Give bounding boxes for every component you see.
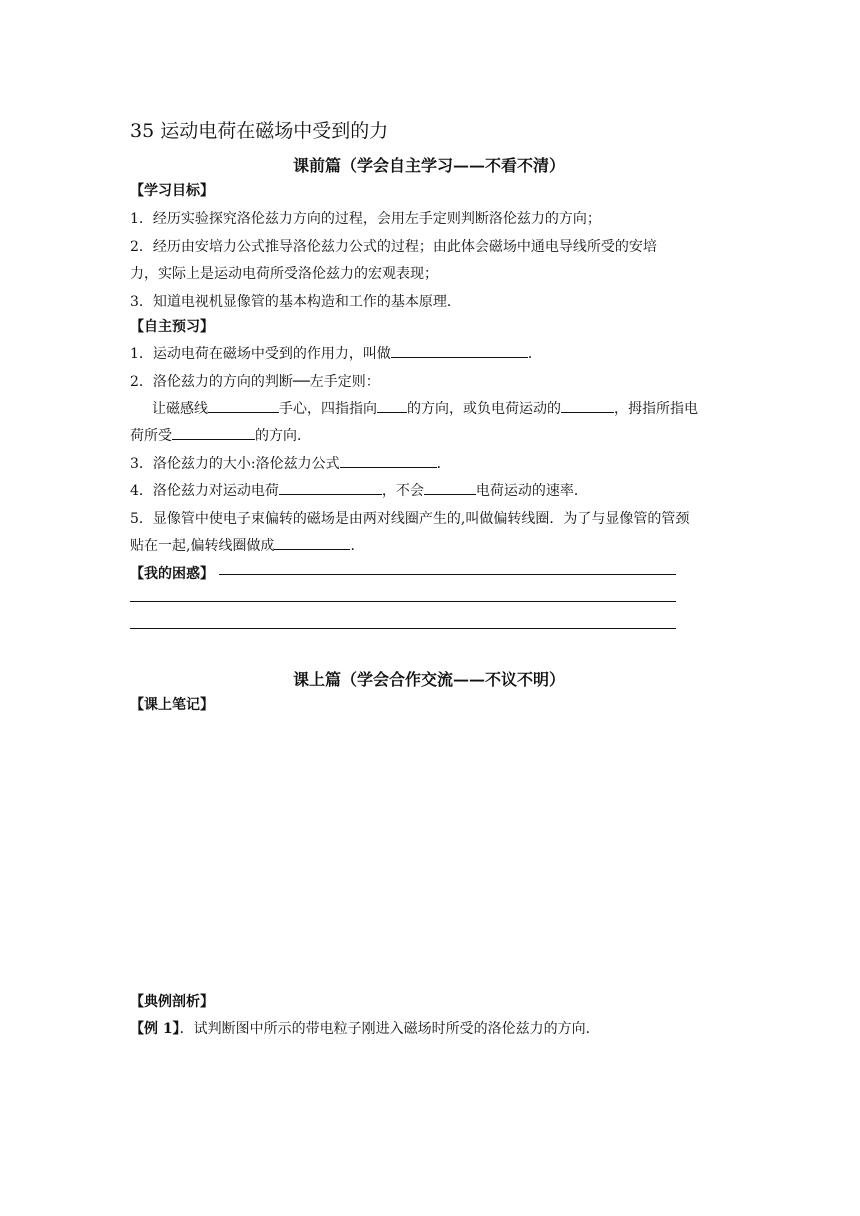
answer-blank[interactable] (377, 398, 407, 413)
objective-item: 2．经历由安培力公式推导洛伦兹力公式的过程；由此体会磁场中通电导线所受的安培 (130, 239, 657, 255)
objective-item: 1．经历实验探究洛伦兹力方向的过程，会用左手定则判断洛伦兹力的方向； (130, 211, 601, 227)
question-text: ． (527, 346, 542, 362)
preview-label: 【自主预习】 (130, 319, 214, 335)
in-class-heading: 课上篇（学会合作交流——不议不明） (292, 670, 565, 689)
answer-blank[interactable] (424, 480, 476, 495)
preview-question-2-line-1 (152, 398, 698, 418)
preview-question-5-line-2 (130, 535, 364, 555)
objective-item: 3．知道电视机显像管的基本构造和工作的基本原理． (130, 294, 461, 310)
question-text: 让磁感线 (152, 401, 208, 417)
preview-question-2: 2．洛伦兹力的方向的判断──左手定则： (130, 374, 380, 390)
question-text: 1．运动电荷在磁场中受到的作用力，叫做 (130, 346, 391, 362)
preview-question-1 (130, 343, 542, 363)
answer-blank[interactable] (340, 453, 437, 468)
question-text: 4．洛伦兹力对运动电荷 (130, 483, 279, 499)
answer-blank[interactable] (208, 398, 279, 413)
confusion-line[interactable] (130, 601, 676, 602)
answer-blank[interactable] (391, 343, 528, 358)
notes-label: 【课上笔记】 (130, 697, 214, 713)
question-text: 贴在一起,偏转线圈做成 (130, 538, 275, 554)
document-title: 35 运动电荷在磁场中受到的力 (130, 120, 389, 142)
question-text: 3．洛伦兹力的大小:洛伦兹力公式 (130, 456, 340, 472)
question-text: 手心，四指指向 (279, 401, 377, 417)
confusion-label: 【我的困惑】 (130, 566, 214, 582)
objective-item: 力，实际上是运动电荷所受洛伦兹力的宏观表现； (130, 266, 438, 282)
confusion-line[interactable] (130, 628, 676, 629)
examples-label: 【典例剖析】 (130, 994, 214, 1010)
preview-question-4 (130, 480, 588, 500)
example-1 (130, 1018, 600, 1038)
question-text: 的方向． (255, 428, 311, 444)
answer-blank[interactable] (279, 480, 382, 495)
question-text: ，拇指所指电 (614, 401, 698, 417)
example-1-label: 【例 1】 (130, 1021, 180, 1037)
answer-blank[interactable] (274, 535, 350, 550)
example-1-text: ．试判断图中所示的带电粒子刚进入磁场时所受的洛伦兹力的方向． (179, 1021, 600, 1037)
preview-question-3 (130, 453, 451, 473)
confusion-line[interactable] (219, 574, 676, 575)
objectives-label: 【学习目标】 (130, 183, 214, 199)
question-text: 的方向，或负电荷运动的 (407, 401, 561, 417)
preview-question-2-line-2 (130, 425, 311, 445)
preview-question-5: 5．显像管中使电子束偏转的磁场是由两对线圈产生的,叫做偏转线圈．为了与显像管的管颈 (130, 511, 690, 527)
question-text: 电荷运动的速率． (475, 483, 588, 499)
question-text: 荷所受 (130, 428, 172, 444)
question-text: ． (350, 538, 365, 554)
question-text: ，不会 (381, 483, 424, 499)
pre-class-heading: 课前篇（学会自主学习——不看不清） (292, 156, 565, 175)
answer-blank[interactable] (561, 398, 614, 413)
question-text: ． (436, 456, 451, 472)
answer-blank[interactable] (172, 425, 255, 440)
